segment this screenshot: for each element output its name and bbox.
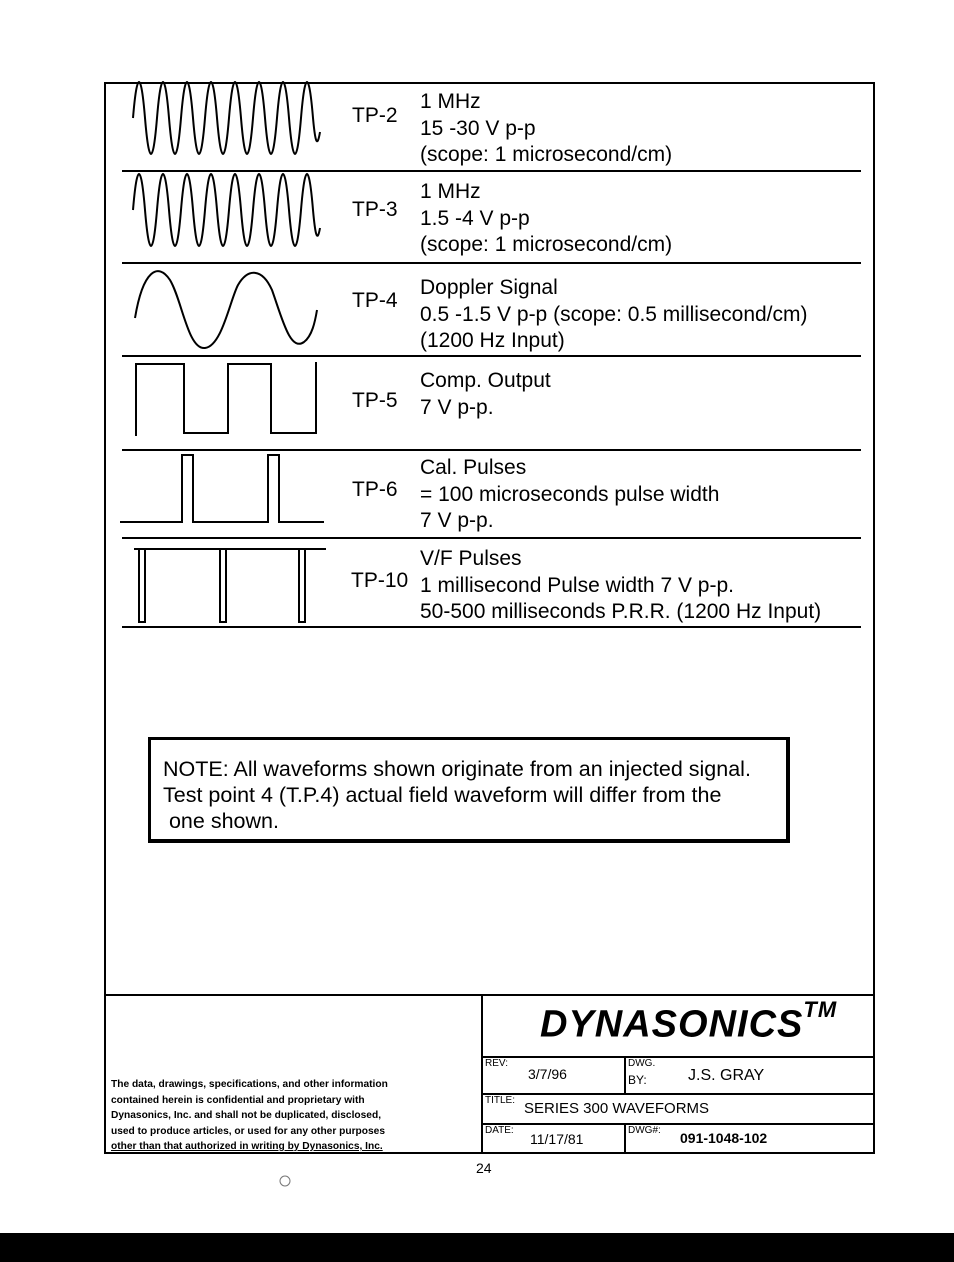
tp6-line: Cal. Pulses: [420, 456, 527, 479]
tp6-line: = 100 microseconds pulse width: [420, 482, 720, 506]
tp2-line: (scope: 1 microsecond/cm): [420, 143, 673, 166]
tp3-label: TP-3: [352, 198, 398, 221]
tp6-label: TP-6: [352, 478, 398, 501]
tp2-description: [420, 89, 672, 169]
company-name: DYNASONICS: [540, 1003, 804, 1046]
date-value: 11/17/81: [530, 1131, 584, 1147]
tp2-label: TP-2: [352, 104, 398, 127]
rev-label: REV:: [485, 1058, 508, 1069]
dwg-no-label: DWG#:: [628, 1125, 661, 1136]
tp2-line: 15 -30 V p-p: [420, 116, 536, 140]
tp5-line: 7 V p-p.: [420, 395, 494, 419]
tp3-description: [420, 179, 672, 259]
confidentiality-line: Dynasonics, Inc. and shall not be duplicated, disclosed,: [111, 1110, 382, 1121]
tp10-line: 50-500 milliseconds P.R.R. (1200 Hz Input): [420, 600, 822, 623]
dwg-by-label: DWG.: [628, 1058, 656, 1069]
tp4-line: 0.5 -1.5 V p-p (scope: 0.5 millisecond/cm): [420, 302, 808, 326]
dwg-by-value: J.S. GRAY: [688, 1067, 765, 1084]
dwg-no-value: 091-1048-102: [680, 1130, 768, 1146]
tp6-description: [420, 455, 719, 535]
tp5-label: TP-5: [352, 389, 398, 412]
tp4-label: TP-4: [352, 289, 398, 312]
page-number: 24: [476, 1160, 492, 1176]
date-label: DATE:: [485, 1125, 514, 1136]
tp3-line: 1.5 -4 V p-p: [420, 206, 530, 230]
tp10-description: [420, 546, 821, 626]
confidentiality-notice: [111, 1077, 451, 1155]
title-label: TITLE:: [485, 1095, 516, 1106]
confidentiality-line: contained herein is confidential and proprietary with: [111, 1094, 365, 1106]
confidentiality-line: other than that authorized in writing by Dynasonics, Inc.: [111, 1141, 383, 1152]
tp6-line: 7 V p-p.: [420, 509, 494, 532]
note-box: [148, 737, 790, 843]
rev-value: 3/7/96: [528, 1066, 567, 1082]
dwg-by-label: BY:: [628, 1073, 647, 1087]
scan-edge-bar: [0, 1233, 954, 1262]
tp4-line: (1200 Hz Input): [420, 329, 565, 352]
note-line: Test point 4 (T.P.4) actual field waveform will differ from the: [163, 783, 722, 807]
note-line: one shown.: [163, 809, 279, 833]
note-line: NOTE: All waveforms shown originate from an injected signal.: [163, 757, 751, 781]
trademark-mark: TM: [803, 997, 838, 1022]
tp10-line: V/F Pulses: [420, 547, 522, 570]
tp4-line: Doppler Signal: [420, 276, 558, 299]
tp4-description: [420, 275, 808, 355]
tp5-line: Comp. Output: [420, 369, 551, 392]
tp2-line: 1 MHz: [420, 90, 481, 113]
tp10-line: 1 millisecond Pulse width 7 V p-p.: [420, 573, 734, 597]
confidentiality-line: used to produce articles, or used for any other purposes: [111, 1125, 385, 1137]
company-logo: [540, 997, 838, 1047]
tp10-label: TP-10: [351, 569, 409, 592]
punch-mark-icon: [280, 1176, 290, 1186]
confidentiality-line: The data, drawings, specifications, and other information: [111, 1079, 388, 1090]
note-text: [163, 756, 751, 834]
title-value: SERIES 300 WAVEFORMS: [524, 1100, 710, 1117]
tp3-line: 1 MHz: [420, 180, 481, 203]
tp3-line: (scope: 1 microsecond/cm): [420, 233, 673, 256]
tp5-description: [420, 368, 551, 421]
